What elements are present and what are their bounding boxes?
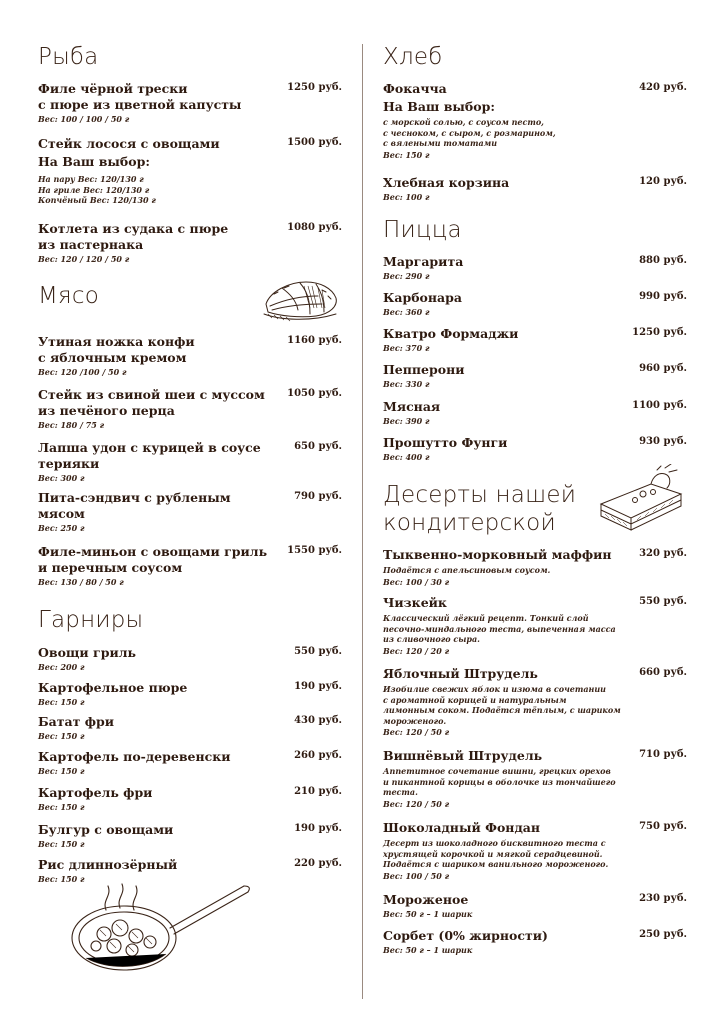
column-divider xyxy=(362,44,363,999)
item-description: Классический лёгкий рецепт. Тонкий слой песочно-миндального теста, выпеченная масса из сливочного сыра. xyxy=(383,613,616,644)
item-weight: Вес: 100 г xyxy=(383,192,430,202)
item-weight: Вес: 120 / 50 г xyxy=(383,727,450,737)
item-price: 1500 руб. xyxy=(287,137,342,148)
menu-item xyxy=(383,175,689,203)
item-name: Шоколадный Фондан xyxy=(383,820,541,835)
item-name: Хлебная корзина xyxy=(383,175,510,190)
right-column xyxy=(383,0,689,1024)
section-title-desserts: Десерты нашей кондитерской xyxy=(383,482,577,536)
item-weight: Вес: 290 г xyxy=(383,271,430,281)
item-name: Карбонара xyxy=(383,290,462,305)
item-price: 1160 руб. xyxy=(287,335,342,346)
item-price: 790 руб. xyxy=(294,491,342,502)
item-price: 1080 руб. xyxy=(287,222,342,233)
item-weight: Вес: 250 г xyxy=(38,523,85,533)
item-weight: Вес: 300 г xyxy=(38,473,85,483)
item-name: Картофель фри xyxy=(38,785,153,800)
item-name: Пита-сэндвич с рубленым мясом xyxy=(38,490,231,521)
item-name: Картофельное пюре xyxy=(38,680,188,695)
item-weight: Вес: 130 / 80 / 50 г xyxy=(38,577,124,587)
item-price: 1550 руб. xyxy=(287,545,342,556)
item-weight: Вес: 150 г xyxy=(383,149,430,160)
item-name: Яблочный Штрудель xyxy=(383,666,538,681)
item-choice-label: На Ваш выбор: xyxy=(383,99,495,114)
menu-item xyxy=(38,785,344,813)
menu-item xyxy=(38,136,344,206)
item-price: 320 руб. xyxy=(639,548,687,559)
item-price: 190 руб. xyxy=(294,823,342,834)
item-price: 550 руб. xyxy=(294,646,342,657)
item-name: Утиная ножка конфи с яблочным кремом xyxy=(38,334,195,365)
menu-item xyxy=(38,387,344,431)
cake-sketch-icon xyxy=(595,464,687,534)
item-weight: Вес: 100 / 30 г xyxy=(383,576,450,587)
menu-item xyxy=(383,928,689,956)
item-description: Аппетитное сочетание вишни, грецких орехов и пикантной корицы в оболочке из тончайшего теста. xyxy=(383,766,616,797)
item-price: 210 руб. xyxy=(294,786,342,797)
menu-item xyxy=(38,440,344,484)
item-name: Лапша удон с курицей в соусе терияки xyxy=(38,440,261,471)
item-weight: Вес: 150 г xyxy=(38,839,85,849)
item-weight: Вес: 50 г – 1 шарик xyxy=(383,909,473,919)
item-price: 880 руб. xyxy=(639,255,687,266)
menu-item xyxy=(38,490,344,534)
item-weight: Вес: 150 г xyxy=(38,874,85,884)
item-weight: Вес: 200 г xyxy=(38,662,85,672)
item-weight: Вес: 360 г xyxy=(383,307,430,317)
item-weight: Вес: 120 / 120 / 50 г xyxy=(38,254,130,264)
item-weight: Вес: 150 г xyxy=(38,731,85,741)
item-price: 710 руб. xyxy=(639,749,687,760)
item-choice-label: На Ваш выбор: xyxy=(38,154,150,169)
menu-item xyxy=(38,749,344,777)
item-options: На пару Вес: 120/130 г На гриле Вес: 120/130 г Копчёный Вес: 120/130 г xyxy=(38,174,156,205)
item-name: Овощи гриль xyxy=(38,645,137,660)
item-price: 250 руб. xyxy=(639,929,687,940)
menu-item xyxy=(38,81,344,125)
menu-item xyxy=(383,547,689,587)
section-title-pizza: Пицца xyxy=(383,217,462,243)
item-weight: Вес: 100 / 50 г xyxy=(383,870,450,881)
item-name: Булгур с овощами xyxy=(38,822,174,837)
item-weight: Вес: 50 г – 1 шарик xyxy=(383,945,473,955)
section-title-fish: Рыба xyxy=(38,44,99,70)
menu-item xyxy=(383,254,689,282)
item-price: 930 руб. xyxy=(639,436,687,447)
menu-item xyxy=(38,544,344,588)
item-name: Кватро Формаджи xyxy=(383,326,519,341)
item-name: Мясная xyxy=(383,399,441,414)
item-price: 430 руб. xyxy=(294,715,342,726)
item-price: 420 руб. xyxy=(639,82,687,93)
item-price: 650 руб. xyxy=(294,441,342,452)
item-price: 1100 руб. xyxy=(632,400,687,411)
menu-item xyxy=(38,714,344,742)
item-name: Рис длиннозёрный xyxy=(38,857,178,872)
item-name: Филе чёрной трески с пюре из цветной капусты xyxy=(38,81,242,112)
item-name: Батат фри xyxy=(38,714,115,729)
item-weight: Вес: 120 /100 / 50 г xyxy=(38,367,127,377)
menu-item xyxy=(383,435,689,463)
item-price: 230 руб. xyxy=(639,893,687,904)
item-name: Стейк лосося с овощами xyxy=(38,136,220,151)
item-name: Стейк из свиной шеи с муссом из печёного перца xyxy=(38,387,265,418)
item-weight: Вес: 370 г xyxy=(383,343,430,353)
item-name: Вишнёвый Штрудель xyxy=(383,748,543,763)
menu-item xyxy=(383,892,689,920)
menu-item xyxy=(383,399,689,427)
left-column xyxy=(38,0,344,1024)
item-name: Фокачча xyxy=(383,81,447,96)
item-price: 990 руб. xyxy=(639,291,687,302)
item-price: 1050 руб. xyxy=(287,388,342,399)
item-price: 1250 руб. xyxy=(632,327,687,338)
menu-item xyxy=(38,680,344,708)
item-price: 120 руб. xyxy=(639,176,687,187)
menu-item xyxy=(38,645,344,673)
item-price: 260 руб. xyxy=(294,750,342,761)
menu-item xyxy=(383,748,689,809)
item-name: Филе-миньон с овощами гриль и перечным соусом xyxy=(38,544,268,575)
section-title-sides: Гарниры xyxy=(38,607,144,633)
menu-item xyxy=(38,822,344,850)
menu-item xyxy=(383,666,689,738)
frying-pan-sketch-icon xyxy=(66,880,256,976)
menu-item xyxy=(383,820,689,881)
item-price: 220 руб. xyxy=(294,858,342,869)
item-weight: Вес: 150 г xyxy=(38,697,85,707)
item-description: Десерт из шоколадного бисквитного теста с хрустящей корочкой и мягкой серадцевиной. Подаётся с шариком ванильного мороженого. xyxy=(383,838,609,869)
item-description: Изобилие свежих яблок и изюма в сочетании с ароматной корицей и натуральным лимонным соком. Подаётся тёплым, с шариком мороженого. xyxy=(383,684,621,726)
meat-sketch-icon xyxy=(260,270,342,326)
item-weight: Вес: 400 г xyxy=(383,452,430,462)
item-weight: Вес: 150 г xyxy=(38,766,85,776)
item-name: Прошутто Фунги xyxy=(383,435,508,450)
menu-item xyxy=(383,81,689,160)
menu-item xyxy=(38,221,344,265)
item-name: Мороженое xyxy=(383,892,469,907)
menu-item xyxy=(38,334,344,378)
item-price: 960 руб. xyxy=(639,363,687,374)
item-weight: Вес: 330 г xyxy=(383,379,430,389)
item-name: Сорбет (0% жирности) xyxy=(383,928,548,943)
section-title-meat: Мясо xyxy=(38,283,99,309)
item-weight: Вес: 100 / 100 / 50 г xyxy=(38,114,130,124)
item-description: с морской солью, с соусом песто, с чесноком, с сыром, с розмарином, с вялеными томатами xyxy=(383,117,556,148)
item-price: 190 руб. xyxy=(294,681,342,692)
item-weight: Вес: 120 / 50 г xyxy=(383,798,450,809)
item-price: 660 руб. xyxy=(639,667,687,678)
item-name: Котлета из судака с пюре из пастернака xyxy=(38,221,229,252)
item-price: 1250 руб. xyxy=(287,82,342,93)
item-weight: Вес: 120 / 20 г xyxy=(383,645,450,656)
menu-item xyxy=(383,595,689,656)
section-title-bread: Хлеб xyxy=(383,44,443,70)
menu-item xyxy=(383,326,689,354)
item-name: Маргарита xyxy=(383,254,464,269)
menu-item xyxy=(383,290,689,318)
item-description: Подаётся с апельсиновым соусом. xyxy=(383,565,551,575)
item-name: Чизкейк xyxy=(383,595,447,610)
menu-item xyxy=(383,362,689,390)
item-weight: Вес: 390 г xyxy=(383,416,430,426)
item-name: Тыквенно-морковный маффин xyxy=(383,547,612,562)
item-weight: Вес: 150 г xyxy=(38,802,85,812)
item-name: Пепперони xyxy=(383,362,465,377)
item-name: Картофель по-деревенски xyxy=(38,749,231,764)
item-weight: Вес: 180 / 75 г xyxy=(38,420,105,430)
item-price: 550 руб. xyxy=(639,596,687,607)
item-price: 750 руб. xyxy=(639,821,687,832)
